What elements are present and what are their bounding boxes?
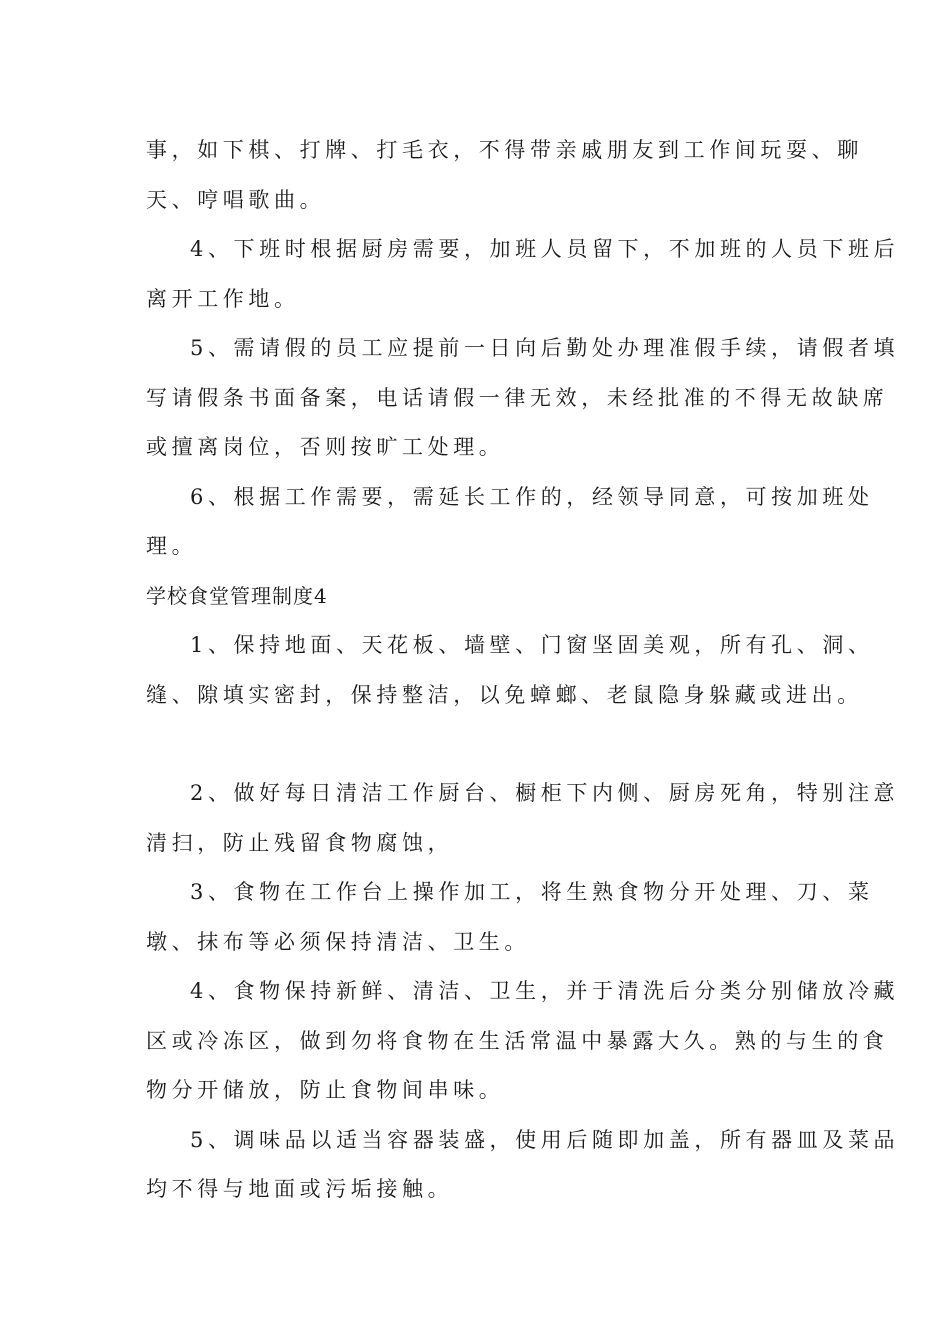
text-line: 墩、抹布等必须保持清洁、卫生。 [146,929,530,954]
text-line: 2、做好每日清洁工作厨台、橱柜下内侧、厨房死角，特别注意 [190,781,900,805]
text-line: 清扫，防止残留食物腐蚀， [146,830,454,855]
text-line: 5、调味品以适当容器装盛，使用后随即加盖，所有器皿及菜品 [190,1127,900,1152]
text-line: 物分开储放，防止食物间串味。 [146,1078,505,1102]
paragraph-rule-4 [146,225,900,324]
text-line: 4、下班时根据厨房需要，加班人员留下，不加班的人员下班后 [190,237,900,261]
text-line: 离开工作地。 [146,286,300,311]
text-line: 事，如下棋、打牌、打毛衣，不得带亲戚朋友到工作间玩耍、聊 [146,138,863,162]
text-line: 1、保持地面、天花板、墙壁、门窗坚固美观，所有孔、洞、 [190,633,874,657]
section-rule-3 [146,868,874,967]
section-rule-4 [146,967,900,1116]
text-line: 天、哼唱歌曲。 [146,187,326,212]
text-line: 4、食物保持新鲜、清洁、卫生，并于清洗后分类分别储放冷藏 [190,979,900,1003]
text-line: 缝、隙填实密封，保持整洁，以免蟑螂、老鼠隐身躲藏或进出。 [146,682,863,707]
text-line: 理。 [146,534,198,558]
paragraph-rule-6 [146,473,874,572]
section-rule-1 [146,621,874,720]
section-rule-2 [146,769,900,868]
section-heading: 学校食堂管理制度4 [146,583,328,608]
document-body [146,126,900,1215]
text-line: 5、需请假的员工应提前一日向后勤处办理准假手续，请假者填 [190,336,900,360]
text-line: 写请假条书面备案，电话请假一律无效，未经批准的不得无故缺席 [146,385,889,410]
text-line: 6、根据工作需要，需延长工作的，经领导同意，可按加班处 [190,484,874,509]
paragraph-continuation [146,126,863,225]
section-rule-5 [146,1116,900,1215]
text-line: 区或冷冻区，做到勿将食物在生活常温中暴露大久。熟的与生的食 [146,1028,889,1053]
blank-gap [146,720,816,769]
text-line: 3、食物在工作台上操作加工，将生熟食物分开处理、刀、菜 [190,880,874,904]
text-line: 均不得与地面或污垢接触。 [146,1177,454,1201]
paragraph-rule-5 [146,324,900,473]
text-line: 或擅离岗位，否则按旷工处理。 [146,435,505,459]
